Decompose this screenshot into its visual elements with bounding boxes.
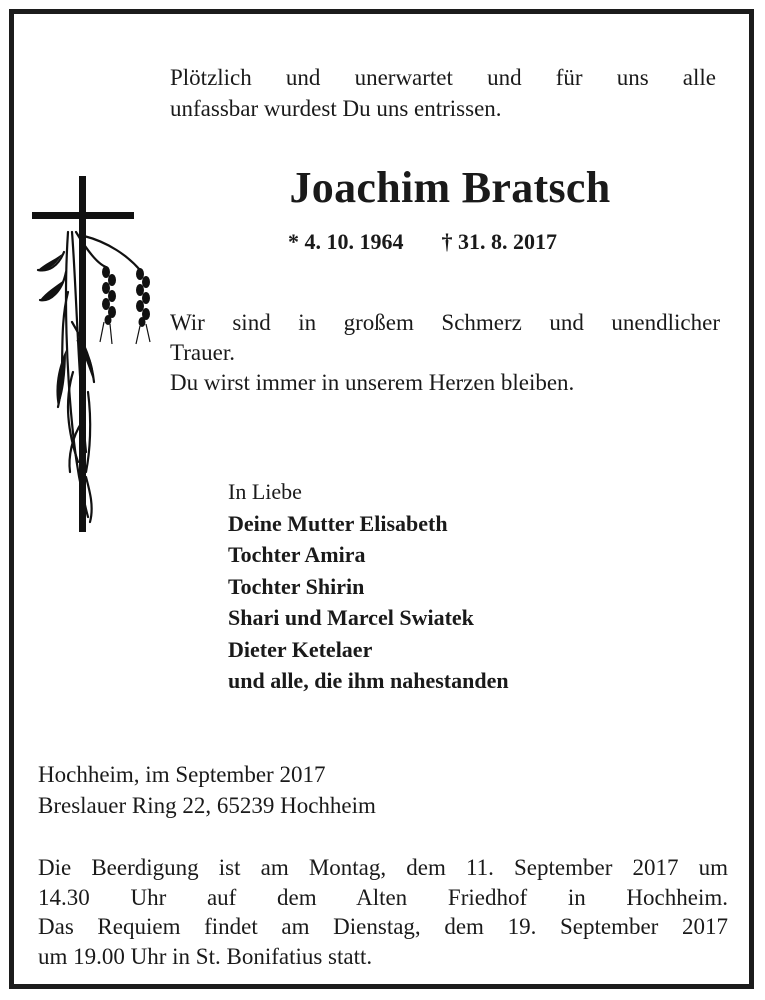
funeral-info bbox=[38, 853, 728, 971]
place-and-address bbox=[38, 759, 376, 821]
mourner-name: Tochter Amira bbox=[228, 542, 366, 567]
mourner-name: Dieter Ketelaer bbox=[228, 636, 373, 662]
address: Breslauer Ring 22, 65239 Hochheim bbox=[38, 793, 376, 818]
life-dates bbox=[288, 228, 557, 256]
funeral-line-3: Das Requiem findet am Dienstag, dem 19. September 2017 bbox=[38, 914, 728, 939]
intro-text bbox=[170, 62, 716, 124]
grief-text bbox=[170, 308, 720, 398]
mourner-name: Tochter Shirin bbox=[228, 573, 365, 599]
place-date: Hochheim, im September 2017 bbox=[38, 762, 326, 787]
intro-line-2: unfassbar wurdest Du uns entrissen. bbox=[170, 96, 502, 121]
mourners-block bbox=[228, 476, 509, 697]
mourner-name: und alle, die ihm nahestanden bbox=[228, 668, 509, 693]
funeral-line-4: um 19.00 Uhr in St. Bonifatius statt. bbox=[38, 943, 373, 969]
mourners-intro: In Liebe bbox=[228, 479, 302, 504]
mourner-name: Shari und Marcel Swiatek bbox=[228, 605, 474, 630]
birth-date: * 4. 10. 1964 bbox=[288, 229, 404, 254]
intro-line-1: Plötzlich und unerwartet und für uns alle bbox=[170, 65, 716, 90]
grief-line-1: Wir sind in großem Schmerz und unendlicher bbox=[170, 310, 720, 335]
grief-line-2: Trauer. bbox=[170, 340, 235, 365]
grief-line-3: Du wirst immer in unserem Herzen bleiben. bbox=[170, 370, 575, 395]
death-date: † 31. 8. 2017 bbox=[441, 229, 557, 254]
mourner-name: Deine Mutter Elisabeth bbox=[228, 510, 448, 536]
deceased-name: Joachim Bratsch bbox=[289, 163, 611, 212]
funeral-line-1: Die Beerdigung ist am Montag, dem 11. September 2017 um bbox=[38, 855, 728, 880]
funeral-line-2: 14.30 Uhr auf dem Alten Friedhof in Hochheim. bbox=[38, 884, 728, 910]
cross-with-wheat-icon bbox=[28, 172, 158, 537]
